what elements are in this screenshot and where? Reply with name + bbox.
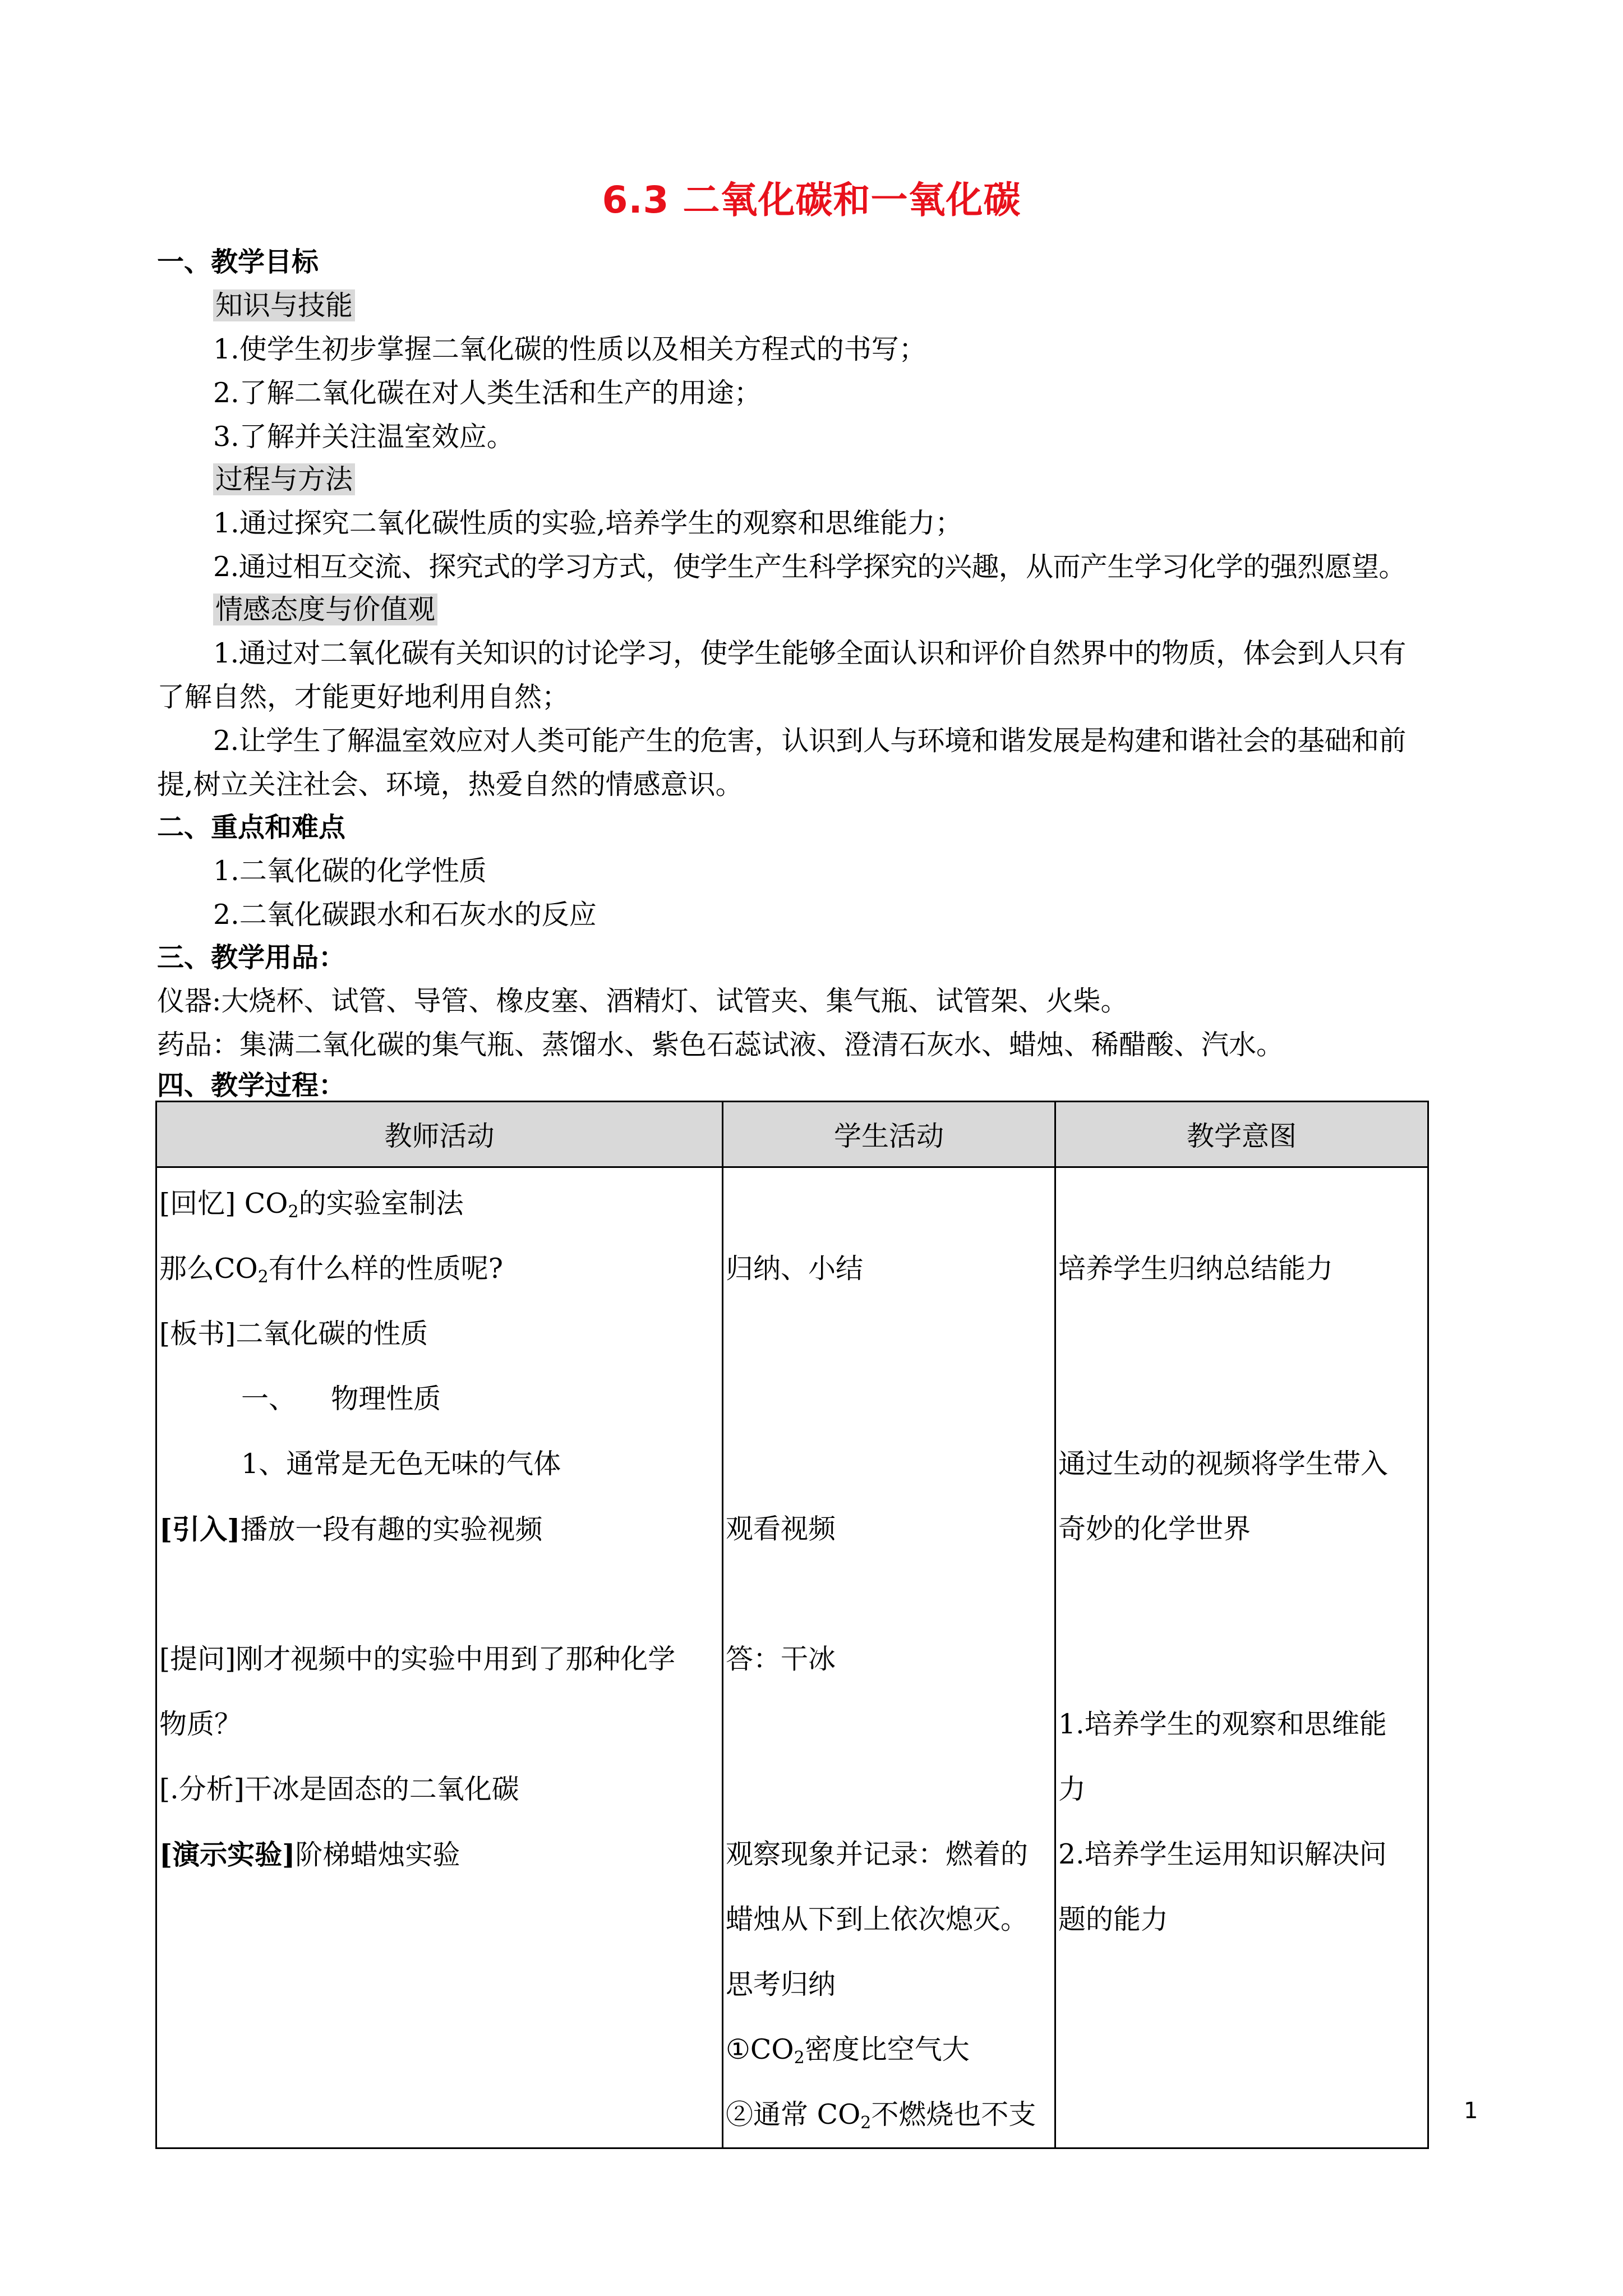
teacher-line: [提问]刚才视频中的实验中用到了那种化学 bbox=[159, 1643, 676, 1675]
process-item-2: 2.通过相互交流、探究式的学习方式，使学生产生科学探究的兴趣，从而产生学习化学的强烈愿望。 bbox=[213, 551, 1406, 583]
emotion-item-1-line-2: 了解自然，才能更好地利用自然； bbox=[157, 681, 570, 713]
goals-heading: 一、教学目标 bbox=[157, 246, 319, 278]
process-item-1: 1.通过探究二氧化碳性质的实验,培养学生的观察和思维能力； bbox=[213, 507, 963, 539]
process-label-text: 过程与方法 bbox=[213, 463, 355, 495]
intent-line: 通过生动的视频将学生带入 bbox=[1058, 1448, 1389, 1480]
student-line-blank bbox=[723, 1171, 1054, 1236]
emotion-item-1-line-1: 1.通过对二氧化碳有关知识的讨论学习，使学生能够全面认识和评价自然界中的物质，体会到人只有 bbox=[213, 637, 1406, 669]
teacher-line bbox=[157, 1822, 722, 1887]
header-student-activity: 学生活动 bbox=[723, 1102, 1055, 1167]
student-line-blank bbox=[723, 1432, 1054, 1497]
subscript: 2 bbox=[794, 2048, 805, 2068]
student-line: 答：干冰 bbox=[726, 1643, 836, 1675]
teacher-line: 物质？ bbox=[159, 1708, 242, 1740]
teacher-line-blank bbox=[157, 1562, 722, 1627]
emotion-label bbox=[213, 590, 437, 629]
intent-line-blank bbox=[1056, 1562, 1427, 1627]
teacher-line-6-rest: 播放一段有趣的实验视频 bbox=[240, 1513, 543, 1545]
teacher-line-11-rest: 阶梯蜡烛实验 bbox=[295, 1839, 460, 1871]
intent-line: 培养学生归纳总结能力 bbox=[1058, 1253, 1334, 1285]
teacher-line-11-bold: [演示实验] bbox=[159, 1838, 296, 1871]
student-line-blank bbox=[723, 1757, 1054, 1822]
keypoints-heading: 二、重点和难点 bbox=[157, 812, 346, 843]
knowledge-item-2: 2.了解二氧化碳在对人类生活和生产的用途； bbox=[213, 377, 762, 409]
subscript: 2 bbox=[288, 1202, 299, 1222]
process-heading: 四、教学过程： bbox=[157, 1070, 346, 1101]
intent-line-blank bbox=[1056, 1301, 1427, 1366]
header-teacher-activity: 教师活动 bbox=[156, 1102, 723, 1167]
student-line: 蜡烛从下到上依次熄灭。 bbox=[726, 1903, 1029, 1935]
teacher-line bbox=[157, 1497, 722, 1562]
subscript: 2 bbox=[257, 1267, 269, 1287]
student-line: 归纳、小结 bbox=[726, 1253, 864, 1285]
knowledge-item-1: 1.使学生初步掌握二氧化碳的性质以及相关方程式的书写； bbox=[213, 333, 926, 365]
teacher-line-1-b: 的实验室制法 bbox=[298, 1188, 464, 1220]
student-line: 观看视频 bbox=[726, 1513, 836, 1545]
teacher-line bbox=[157, 1171, 722, 1236]
intent-line: 1.培养学生的观察和思维能 bbox=[1058, 1708, 1387, 1740]
teacher-line-6-bold: [引入] bbox=[159, 1513, 241, 1545]
student-line-blank bbox=[723, 1692, 1054, 1757]
teacher-line-1-a: [回忆] CO bbox=[159, 1188, 288, 1220]
student-activity-cell bbox=[723, 1167, 1055, 2148]
intent-line: 2.培养学生运用知识解决问 bbox=[1058, 1838, 1387, 1870]
table-header-row bbox=[156, 1102, 1428, 1167]
intent-line: 奇妙的化学世界 bbox=[1058, 1513, 1251, 1545]
student-line-blank bbox=[723, 1366, 1054, 1432]
teacher-line: 1、通常是无色无味的气体 bbox=[241, 1448, 561, 1480]
student-line-15-b: 不燃烧也不支 bbox=[871, 2099, 1036, 2131]
reagents-text: 药品：集满二氧化碳的集气瓶、蒸馏水、紫色石蕊试液、澄清石灰水、蜡烛、稀醋酸、汽水。 bbox=[157, 1029, 1284, 1061]
supplies-heading: 三、教学用品： bbox=[157, 942, 346, 973]
intent-line: 题的能力 bbox=[1058, 1903, 1169, 1935]
keypoints-item-2: 2.二氧化碳跟水和石灰水的反应 bbox=[213, 899, 597, 931]
student-line: 思考归纳 bbox=[726, 1968, 836, 2000]
intent-line-blank bbox=[1056, 1366, 1427, 1432]
emotion-label-text: 情感态度与价值观 bbox=[213, 593, 437, 625]
intent-line-blank bbox=[1056, 1627, 1427, 1692]
teacher-line bbox=[157, 1236, 722, 1301]
student-line-blank bbox=[723, 1562, 1054, 1627]
table-body-row bbox=[156, 1167, 1428, 2148]
knowledge-label bbox=[213, 286, 355, 325]
page-title: 6.3 二氧化碳和一氧化碳 bbox=[602, 178, 1021, 222]
subscript: 2 bbox=[860, 2113, 872, 2133]
process-label bbox=[213, 460, 355, 499]
teacher-line: 一、 物理性质 bbox=[241, 1383, 441, 1415]
emotion-item-2-line-1: 2.让学生了解温室效应对人类可能产生的危害，认识到人与环境和谐发展是构建和谐社会的基础和前 bbox=[213, 725, 1406, 757]
intent-line-blank bbox=[1056, 1171, 1427, 1236]
student-line: 观察现象并记录：燃着的 bbox=[726, 1838, 1029, 1870]
emotion-item-2-line-2: 提,树立关注社会、环境，热爱自然的情感意识。 bbox=[157, 769, 743, 800]
student-line-14-b: 密度比空气大 bbox=[804, 2033, 970, 2065]
teacher-line-2-b: 有什么样的性质呢? bbox=[268, 1253, 504, 1285]
keypoints-item-1: 1.二氧化碳的化学性质 bbox=[213, 855, 487, 887]
header-teaching-intent: 教学意图 bbox=[1055, 1102, 1428, 1167]
knowledge-label-text: 知识与技能 bbox=[213, 289, 355, 321]
intent-line: 力 bbox=[1058, 1773, 1086, 1805]
teacher-line: [板书]二氧化碳的性质 bbox=[159, 1318, 428, 1350]
teacher-line-2-a: 那么CO bbox=[159, 1253, 258, 1285]
page-number: 1 bbox=[1464, 2098, 1478, 2124]
student-line-15-a: ②通常 CO bbox=[726, 2099, 861, 2131]
teacher-activity-cell bbox=[156, 1167, 723, 2148]
student-line-14-a: ①CO bbox=[726, 2033, 794, 2065]
student-line bbox=[723, 2082, 1054, 2147]
teaching-intent-cell bbox=[1055, 1167, 1428, 2148]
teaching-process-table bbox=[155, 1101, 1429, 2149]
student-line bbox=[723, 2017, 1054, 2082]
teacher-line: [.分析]干冰是固态的二氧化碳 bbox=[159, 1773, 519, 1805]
student-line-blank bbox=[723, 1301, 1054, 1366]
instruments-text: 仪器:大烧杯、试管、导管、橡皮塞、酒精灯、试管夹、集气瓶、试管架、火柴。 bbox=[157, 985, 1128, 1017]
knowledge-item-3: 3.了解并关注温室效应。 bbox=[213, 421, 514, 453]
